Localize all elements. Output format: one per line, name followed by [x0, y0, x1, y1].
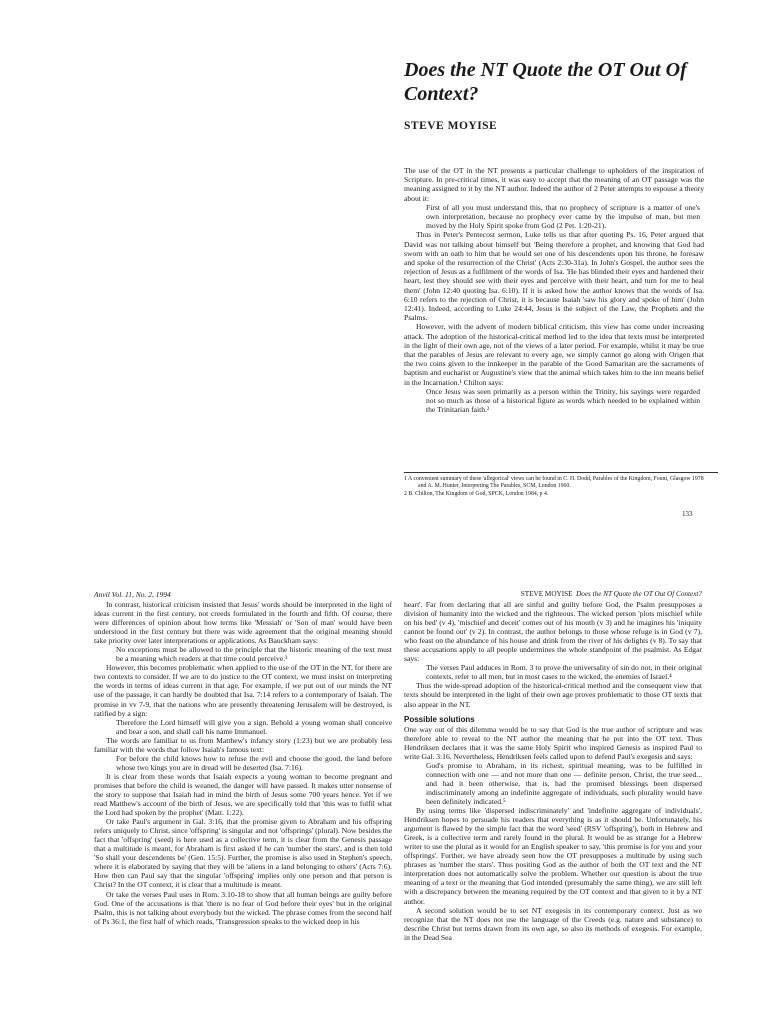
block-quote: The verses Paul adduces in Rom. 3 to prove the universality of sin do not, in their original contexts, refer to all men, but in most cases to the wicked, the enemies of Israel.⁴: [426, 663, 702, 682]
paragraph: Or take Paul's argument in Gal. 3:16, that the promise given to Abraham and his offspring refers uniquely to Christ, since 'offspring' is singular and not 'offsprings' (plural). Now besides the fact that 'offspring' (seed) is here used as a collective term, it is clear from the Genesis passage that a multitude is meant, for Abraham is first asked if he can 'number the stars', and is then told 'So shall your descendents be' (Gen. 15:5). Further, the promise is also used in Stephen's speech, where it is elaborated by saying that they will be 'aliens in a land belonging to others' (Acts 7:6). How then can Paul say that the singular 'offspring' implies only one person and that person is Christ? In the OT context, it is clear that a multitude is meant.: [94, 817, 392, 890]
block-quote: For before the child knows how to refuse the evil and choose the good, the land before whose two kings you are in dread will be deserted (Isa. 7:16).: [116, 753, 392, 772]
footnotes: [404, 472, 704, 500]
running-header: [412, 590, 702, 598]
paragraph: It is clear from these words that Isaiah expects a young woman to become pregnant and promises that before the child is weaned, the danger will have passed. It makes utter nonsense of the story to suppose that Isaiah had in mind the birth of Jesus some 700 years hence. Yet if we read Matthew's account of the birth of Jesus, we are specifically told that 'this was to fulfil what the Lord had spoken by the prophet' (Matt. 1:22).: [94, 771, 392, 818]
section-heading: Possible solutions: [404, 714, 475, 724]
page-number: 133: [682, 510, 693, 518]
block-quote: No exceptions must be allowed to the principle that the historic meaning of the text must be a meaning which readers at that time could perceive.³: [116, 645, 392, 664]
running-title: Does the NT Quote the OT Out Of Context?: [576, 590, 702, 598]
page-spread: [0, 552, 768, 1024]
paragraph: In contrast, historical criticism insisted that Jesus' words should be interpreted in the light of ideas current in the first century, not creeds formulated in the fourth and fifth. Of course, there were differences of opinion about how terms like 'Messiah' or 'Son of man' would have been understood in the first century but there was wide agreement that the original meaning should take priority over later interpretations or applications. As Bauckham says:: [94, 600, 392, 646]
paragraph: Thus in Peter's Pentecost sermon, Luke tells us that after quoting Ps. 16, Peter argued that David was not talking about himself but 'Being therefore a prophet, and knowing that God had sworn with an oath to him that he would set one of his descendents upon his throne, he foresaw and spoke of the resurrection of the Christ' (Acts 2:30-31a). In John's Gospel, the author sees the rejection of Jesus as a fulfilment of the words of Isa. 'He has blinded their eyes and hardened their heart, lest they should see with their eyes and perceive with their heart, and turn for me to heal them' (John 12:40 quoting Isa. 6:10). If it is asked how the author knows that the words of Isa. 6:10 refers to the rejection of Christ, it is because Isaiah 'saw his glory and spoke of him' (John 12:41). Indeed, according to Luke 24:44, Jesus is the subject of the Law, the Prophets and the Psalms.: [404, 230, 704, 323]
block-quote: First of all you must understand this, that no prophecy of scripture is a matter of one's own interpretation, because no prophecy ever came by the impulse of man, but men moved by the Holy Spirit spoke from God (2 Pet. 1:20-21).: [426, 202, 700, 231]
article-author: STEVE MOYISE: [404, 120, 498, 132]
footnote-1: 1 A convenient summary of these 'allegorical' views can be found in C. H. Dodd, Parables of the Kingdom, Fount, Glasgow 1978 and A. M. Hunter, Interpreting The Parables, SCM, London 1960.: [404, 476, 704, 490]
running-author: STEVE MOYISE: [520, 590, 573, 598]
footnote-divider: [404, 472, 718, 473]
paragraph: By using terms like 'dispersed indiscriminately' and 'indefinite aggregate of individuals', Hendriksen hopes to persuade his readers that everything is as it should be. Unfortunately, his argument is flawed by the simple fact that the word 'seed' (RSV 'offspring'), both in Hebrew and Greek, is a collective term and rarely found in the plural. It would be as strange for a Hebrew writer to use the plural as it would for an English speaker to say, 'this promise is for you and your offsprings'. Further, we have already seen how the OT presupposes a multitude by using such phrases as 'number the stars'. Thus positing God as the author of both the OT text and the NT interpretation does not automatically solve the problem. Whether our question is about the true meaning of a text or the meaning that God intended (presumably the same thing), we are still left with a discrepancy between the meaning required by the OT context and that given to it by a NT author.: [404, 806, 702, 906]
paragraph: However, with the advent of modern biblical criticism, this view has come under increasing attack. The adoption of the historical-critical method led to the idea that texts must be interpreted in the light of their own age, not of the views of a later period. For example, whilst it may be true that the parables of Jesus are relevant to every age, we simply cannot go along with Origen that the two coins given to the innkeeper in the parable of the Good Samaritan are the sacraments of baptism and eucharist or Augustine's view that the animal which takes him to the inn means belief in the Incarnation.¹ Chilton says:: [404, 322, 704, 387]
footnote-2: 2 B. Chilton, The Kingdom of God, SPCK, London 1984, p 4.: [404, 491, 549, 498]
block-quote: Therefore the Lord himself will give you a sign. Behold a young woman shall conceive and bear a son, and shall call his name Immanuel.: [116, 717, 392, 736]
block-quote: God's promise to Abraham, in its richest, spiritual meaning, was to be fulfilled in connection with one — and not more than one — definite person, Christ, the true seed... and had it been otherwise, that is, had the promised blessings been dispersed indiscriminately among an indefinite aggregate of individuals, such plurality would have been definitely indicated.⁵: [426, 760, 702, 806]
paragraph: Thus the wide-spread adoption of the historical-critical method and the consequent view that texts should be interpreted in the light of their own age proves problematic to those OT texts that also appear in the NT.: [404, 681, 702, 709]
paragraph: One way out of this dilemma would be to say that God is the true author of scripture and was therefore able to reveal to the NT author the meaning that he put into the OT text. Thus Hendriksen declares that it was the same Holy Spirit who inspired Genesis as inspired Paul to write Gal. 3:16. Nevertheless, Hendriksen feels called upon to defend Paul's exegesis and says:: [404, 724, 702, 761]
article-body-intro: [404, 166, 704, 414]
paragraph: A second solution would be to set NT exegesis in its contemporary context. Just as we recognize that the NT does not use the language of the Creeds (e.g. nature and substance) to describe Christ but terms drawn from its own age, so also its methods of exegesis. For example, in the Dead Sea: [404, 905, 702, 942]
right-column: [404, 600, 702, 942]
left-column: [94, 600, 392, 926]
journal-header: Anvil Vol. 11, No. 2, 1994: [94, 590, 171, 599]
block-quote: Once Jesus was seen primarily as a person within the Trinity, his sayings were regarded not so much as those of a historical figure as words which needed to be explained within the Trinitarian faith.²: [426, 386, 700, 415]
paragraph: The use of the OT in the NT presents a particular challenge to upholders of the inspiration of Scripture. In pre-critical times, it was easy to accept that the meaning of an OT passage was the meaning assigned to it by the NT author. Indeed the author of 2 Peter attempts to espouse a theory about it:: [404, 166, 704, 203]
paragraph: heart'. Far from declaring that all are sinful and guilty before God, the Psalm presupposes a division of humanity into the wicked and the righteous. The wicked person 'plots mischief while on his bed' (v 4), 'mischief and deceit' comes out of his mouth (v 3) and he imagines his 'iniquity cannot be found out' (v 2). In contrast, the author belongs to those whose refuge is in God (v 7), who feast on the abundance of his house and drink from the river of his delights (v 8). To say that these accusations apply to all people undermines the whole standpoint of the psalmist. As Edgar says:: [404, 600, 702, 664]
article-title: Does the NT Quote the OT Out Of Context?: [404, 59, 687, 105]
paragraph: Or take the verses Paul uses in Rom. 3:10-18 to show that all human beings are guilty before God. One of the accusations is that 'there is no fear of God before their eyes' but in the original Psalm, this is not talking about everybody but the wicked. The phrase comes from the second half of Ps 36:1, the first half of which reads, 'Transgression speaks to the wicked deep in his: [94, 889, 392, 926]
paragraph: The words are familiar to us from Matthew's infancy story (1:23) but we are probably less familiar with the words that follow Isaiah's famous text:: [94, 735, 392, 754]
paragraph: However, this becomes problematic when applied to the use of the OT in the NT, for there are two contexts to consider. If we are to do justice to the OT context, we must insist on interpreting the words in terms of ideas current in that age. For example, if we put out of our minds the NT use of the passage, it can hardly be doubted that Isa. 7:14 refers to a contemporary of Isaiah. The promise in vv 7-9, that the nations who are presently threatening Jerusalem will be destroyed, is ratified by a sign:: [94, 663, 392, 718]
